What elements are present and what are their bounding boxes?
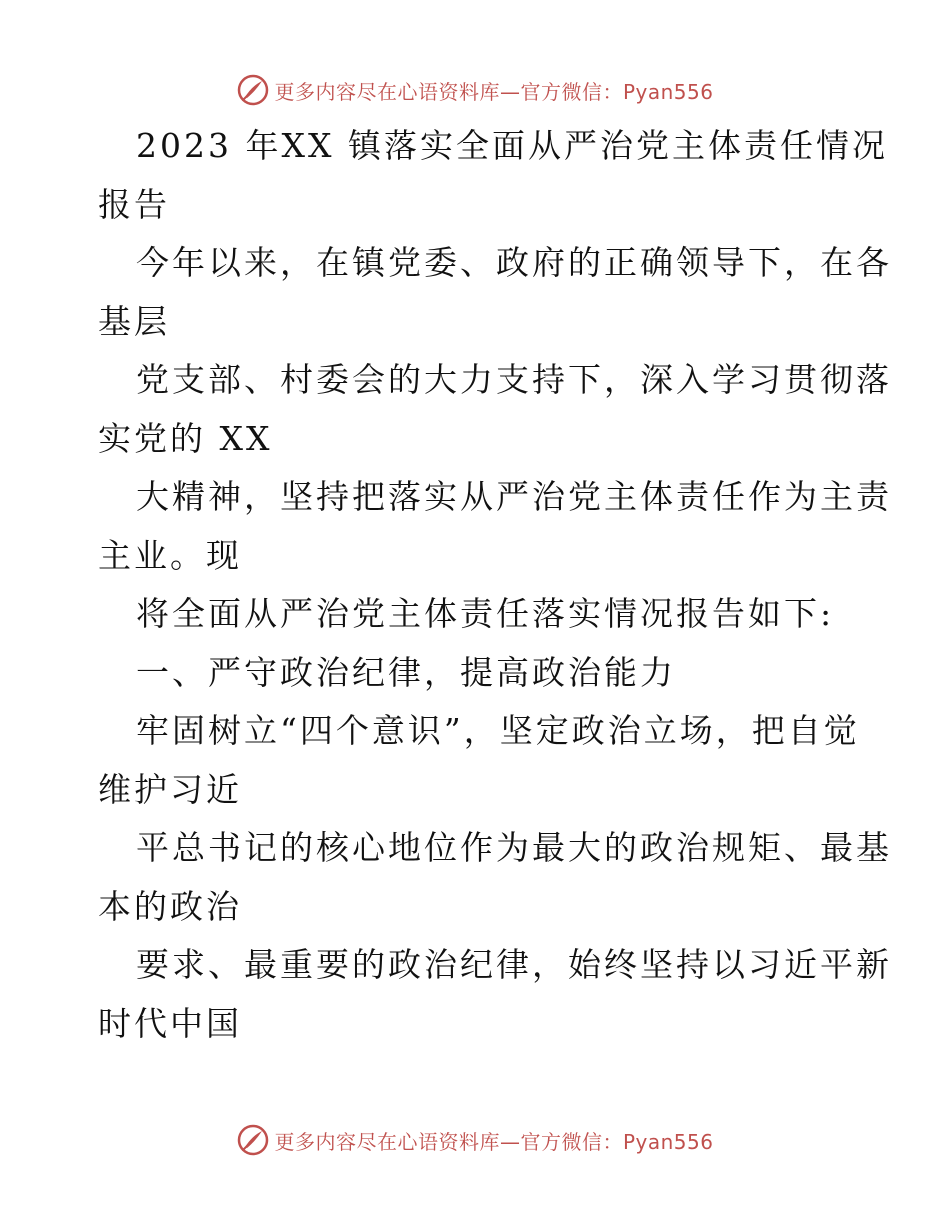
paragraph-line: 平总书记的核心地位作为最大的政治规矩、最基: [136, 828, 892, 867]
paragraph-line: 将全面从严治党主体责任落实情况报告如下:: [136, 594, 835, 633]
quill-pen-logo-icon: [236, 1123, 270, 1157]
paragraph-line: 今年以来，在镇党委、政府的正确领导下，在各: [136, 243, 892, 282]
paragraph-line: 时代中国: [98, 1003, 242, 1043]
section-heading: 一、严守政治纪律，提高政治能力: [136, 652, 676, 692]
footer-banner: [0, 1120, 950, 1160]
footer-banner-text: 更多内容尽在心语资料库—官方微信：Pyan556: [274, 1129, 714, 1154]
header-banner-text: 更多内容尽在心语资料库—官方微信：Pyan556: [274, 79, 714, 104]
paragraph-line: 牢固树立“四个意识”，坚定政治立场，把自觉: [136, 711, 860, 750]
paragraph-line: 实党的 XX: [98, 418, 273, 458]
paragraph-line: 维护习近: [98, 769, 242, 809]
paragraph-line: 要求、最重要的政治纪律，始终坚持以习近平新: [136, 945, 892, 984]
header-banner: [0, 70, 950, 110]
document-title-line-2: 报告: [98, 184, 170, 224]
paragraph-line: 大精神，坚持把落实从严治党主体责任作为主责: [136, 477, 892, 516]
paragraph-line: 主业。现: [98, 535, 242, 575]
document-title-line-1: 2023 年XX 镇落实全面从严治党主体责任情况: [136, 126, 888, 165]
paragraph-line: 基层: [98, 301, 170, 341]
paragraph-line: 本的政治: [98, 886, 242, 926]
document-body: [98, 117, 892, 1053]
paragraph-line: 党支部、村委会的大力支持下，深入学习贯彻落: [136, 360, 892, 399]
quill-pen-logo-icon: [236, 73, 270, 107]
